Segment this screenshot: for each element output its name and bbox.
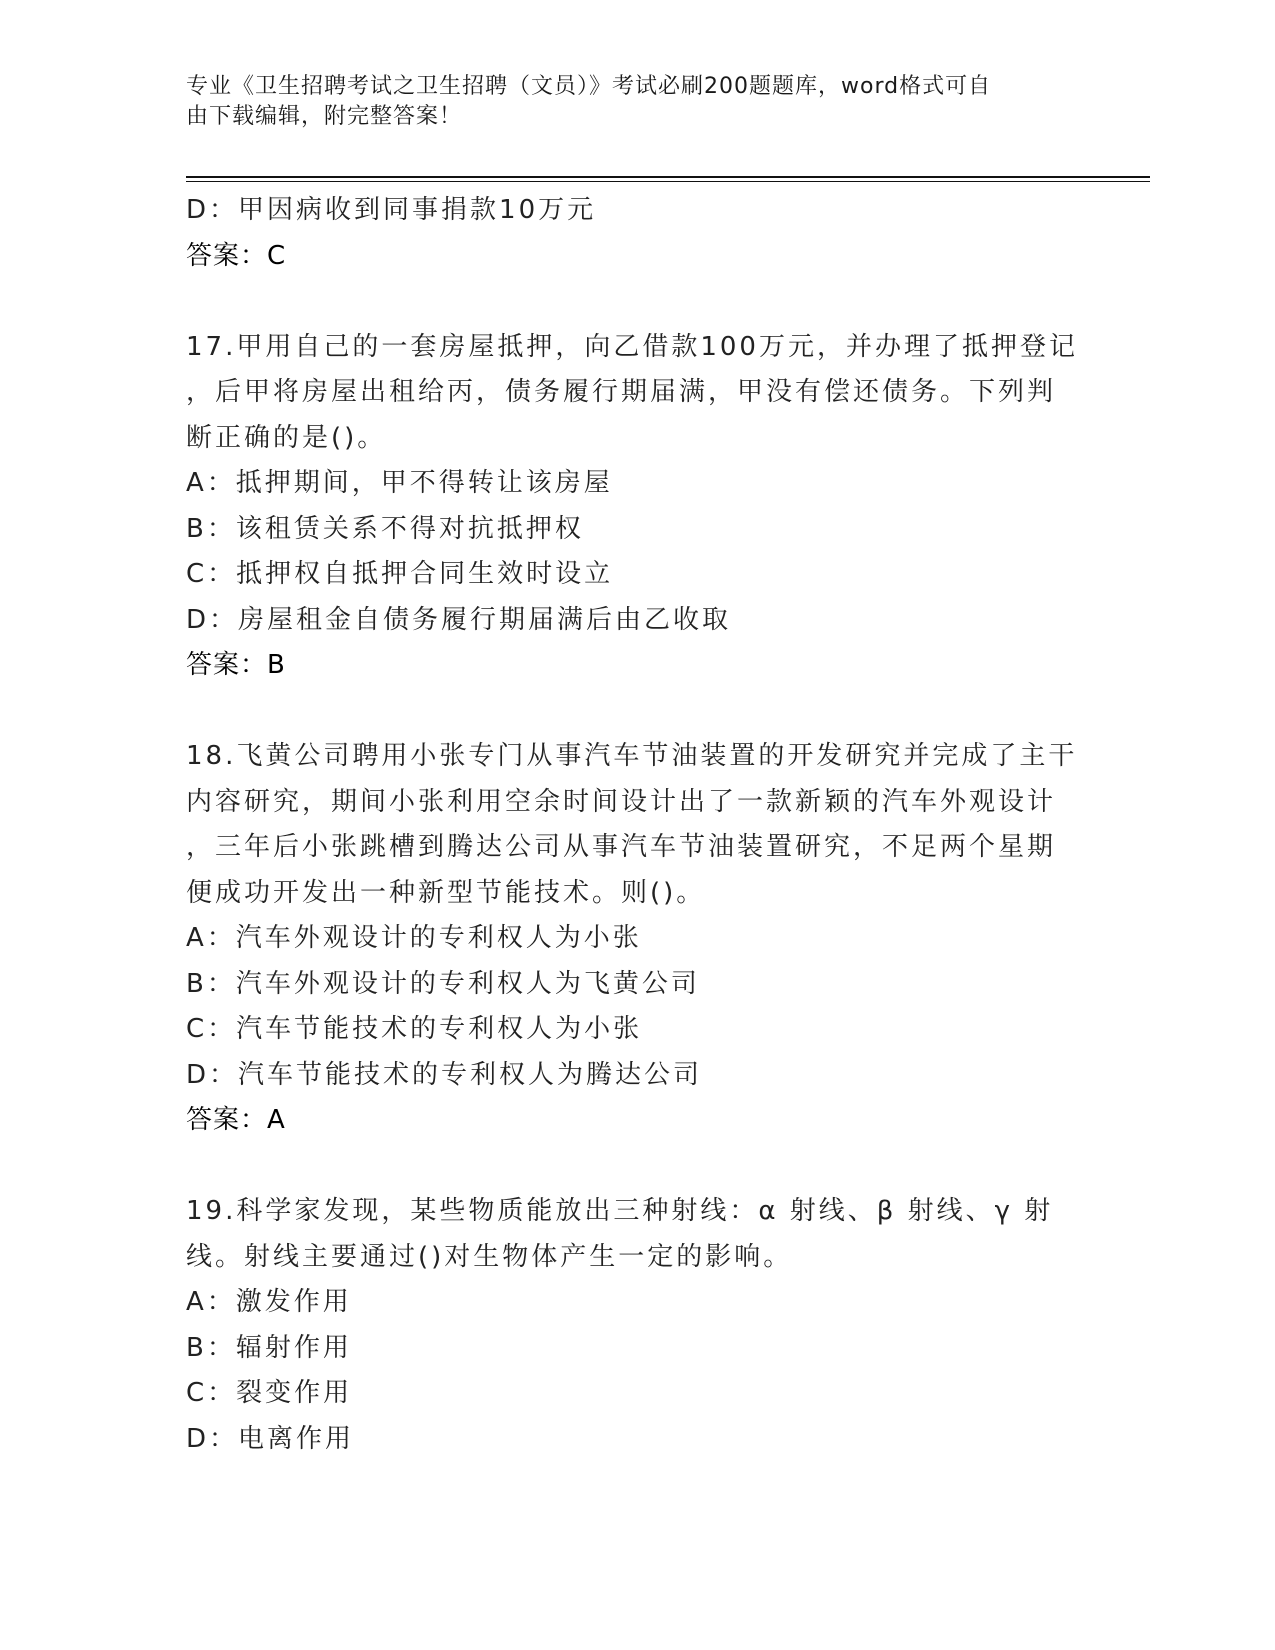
header-line-1: 专业《卫生招聘考试之卫生招聘（文员）》考试必刷200题题库，word格式可自 [186,74,992,99]
q17-answer: 答案：B [186,650,286,680]
q16-option-d: D：甲因病收到同事捐款10万元 [186,195,597,225]
q17-option-a: A：抵押期间，甲不得转让该房屋 [186,468,613,498]
q19-option-c: C：裂变作用 [186,1378,353,1408]
header-divider-thin [186,181,1150,182]
q19-option-a: A：激发作用 [186,1287,352,1317]
q18-stem-line-3: ，三年后小张跳槽到腾达公司从事汽车节油装置研究，不足两个星期 [186,832,1057,862]
q18-answer: 答案：A [186,1105,286,1135]
q16-answer: 答案：C [186,240,287,271]
spacer [186,1144,1086,1190]
question-19 [186,1189,1086,1462]
q18-stem-line-4: 便成功开发出一种新型节能技术。则()。 [186,877,706,908]
q19-option-b: B：辐射作用 [186,1332,352,1363]
q17-option-b: B：该租赁关系不得对抗抵押权 [186,513,584,544]
q18-stem-line-2: 内容研究，期间小张利用空余时间设计出了一款新颖的汽车外观设计 [186,786,1057,817]
q17-stem-line-2: ，后甲将房屋出租给丙，债务履行期届满，甲没有偿还债务。下列判 [186,377,1057,407]
q18-stem-line-1: 18.飞黄公司聘用小张专门从事汽车节油装置的开发研究并完成了主干 [186,741,1078,771]
spacer [186,689,1086,735]
q17-option-c: C：抵押权自抵押合同生效时设立 [186,559,614,589]
q17-stem-line-1: 17.甲用自己的一套房屋抵押，向乙借款100万元，并办理了抵押登记 [186,331,1078,362]
q19-stem-line-1: 19.科学家发现，某些物质能放出三种射线：α 射线、β 射线、γ 射 [186,1196,1054,1226]
document-header [186,72,1066,132]
q18-option-a: A：汽车外观设计的专利权人为小张 [186,923,642,953]
q17-stem-line-3: 断正确的是()。 [186,422,387,453]
q18-option-c: C：汽车节能技术的专利权人为小张 [186,1014,643,1044]
q17-option-d: D：房屋租金自债务履行期届满后由乙收取 [186,604,732,635]
question-content [186,188,1086,1462]
q19-stem-line-2: 线。射线主要通过()对生物体产生一定的影响。 [186,1241,793,1272]
q18-option-d: D：汽车节能技术的专利权人为腾达公司 [186,1059,703,1090]
header-line-2: 由下载编辑，附完整答案！ [186,104,463,129]
question-17 [186,325,1086,689]
q18-option-b: B：汽车外观设计的专利权人为飞黄公司 [186,968,700,999]
header-divider-thick [186,176,1150,178]
spacer [186,279,1086,325]
q19-option-d: D：电离作用 [186,1423,355,1454]
question-18 [186,734,1086,1144]
